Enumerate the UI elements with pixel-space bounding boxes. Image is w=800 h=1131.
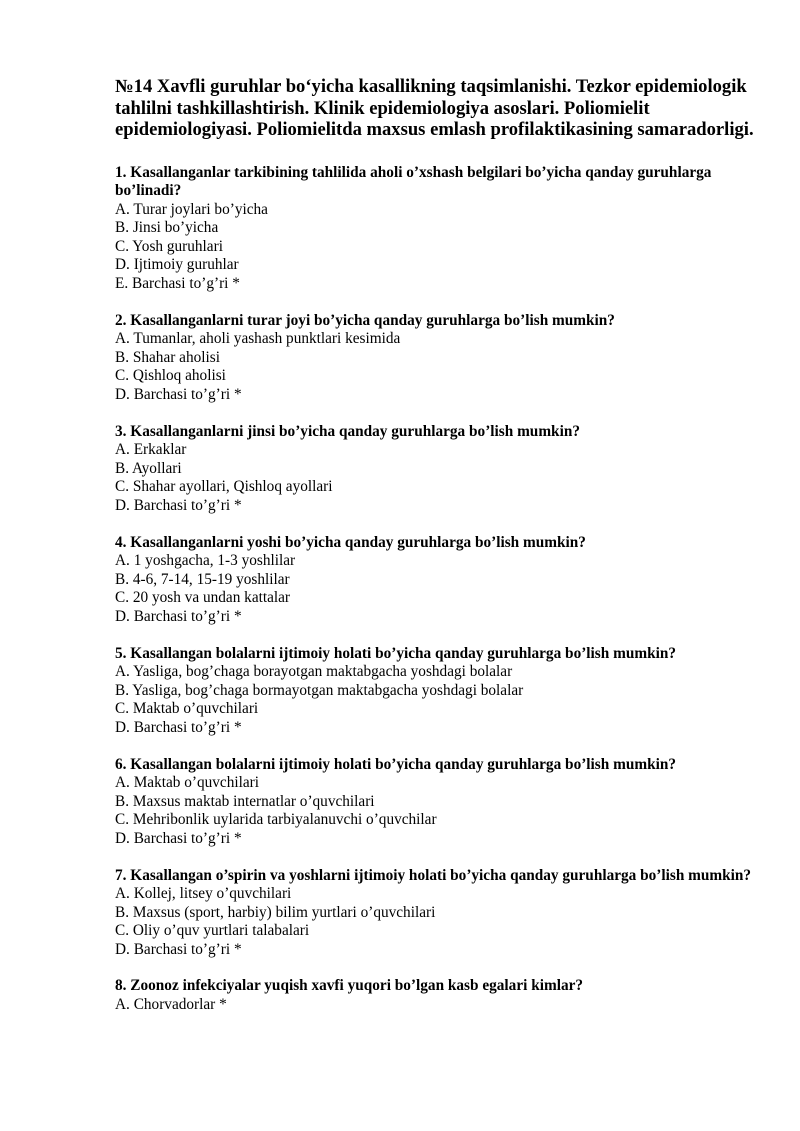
- document-page: [115, 76, 755, 1033]
- answer-option: B. Maxsus (sport, harbiy) bilim yurtlari o’quvchilari: [115, 903, 436, 921]
- answer-option: D. Barchasi to’g’ri *: [115, 718, 242, 736]
- answer-option: E. Barchasi to’g’ri *: [115, 275, 240, 293]
- answer-option: D. Barchasi to’g’ri *: [115, 386, 242, 404]
- answer-option: A. Yasliga, bog’chaga borayotgan maktabgacha yoshdagi bolalar: [115, 663, 513, 681]
- answer-option: A. Turar joylari bo’yicha: [115, 200, 268, 218]
- answer-option: B. 4-6, 7-14, 15-19 yoshlilar: [115, 570, 290, 588]
- answer-option: B. Jinsi bo’yicha: [115, 219, 219, 237]
- question-item: [115, 534, 755, 627]
- answer-option: B. Shahar aholisi: [115, 348, 220, 366]
- question-item: [115, 164, 755, 294]
- answer-option: A. Tumanlar, aholi yashash punktlari kesimida: [115, 330, 401, 348]
- answer-option: C. Shahar ayollari, Qishloq ayollari: [115, 478, 333, 496]
- answer-option: C. Yosh guruhlari: [115, 237, 223, 255]
- document-title: №14 Xavfli guruhlar bo‘yicha kasallikning taqsimlanishi. Tezkor epidemiologik tahlilni tashkillashtirish. Klinik epidemiologiya asoslari. Poliomielit epidemiologiyasi. Poliomielitda maxsus emlash profilaktikasining samaradorligi.: [115, 76, 754, 140]
- question-item: [115, 312, 755, 405]
- answer-option: B. Yasliga, bog’chaga bormayotgan maktabgacha yoshdagi bolalar: [115, 681, 524, 699]
- question-text: 8. Zoonoz infekciyalar yuqish xavfi yuqori bo’lgan kasb egalari kimlar?: [115, 977, 584, 995]
- answer-option: D. Barchasi to’g’ri *: [115, 829, 242, 847]
- answer-option: A. Kollej, litsey o’quvchilari: [115, 885, 292, 903]
- answer-option: C. Maktab o’quvchilari: [115, 700, 259, 718]
- question-item: [115, 756, 755, 849]
- answer-option: B. Maxsus maktab internatlar o’quvchilari: [115, 792, 375, 810]
- answer-option: A. Erkaklar: [115, 441, 187, 459]
- question-text: 2. Kasallanganlarni turar joyi bo’yicha qanday guruhlarga bo’lish mumkin?: [115, 311, 615, 329]
- question-list: [115, 164, 755, 1015]
- question-text: 7. Kasallangan o’spirin va yoshlarni ijtimoiy holati bo’yicha qanday guruhlarga bo’lish mumkin?: [115, 866, 752, 884]
- answer-option: C. Qishloq aholisi: [115, 367, 226, 385]
- answer-option: A. Maktab o’quvchilari: [115, 774, 260, 792]
- question-text: 6. Kasallangan bolalarni ijtimoiy holati bo’yicha qanday guruhlarga bo’lish mumkin?: [115, 755, 676, 773]
- question-item: [115, 423, 755, 516]
- answer-option: D. Barchasi to’g’ri *: [115, 497, 242, 514]
- answer-option: A. Chorvadorlar *: [115, 996, 227, 1014]
- question-text: 4. Kasallanganlarni yoshi bo’yicha qanday guruhlarga bo’lish mumkin?: [115, 533, 586, 551]
- question-text: 3. Kasallanganlarni jinsi bo’yicha qanday guruhlarga bo’lish mumkin?: [115, 422, 580, 440]
- question-item: [115, 867, 755, 960]
- question-text: 1. Kasallanganlar tarkibining tahlilida aholi o’xshash belgilari bo’yicha qanday guruhlarga bo’linadi?: [115, 163, 712, 200]
- answer-option: D. Barchasi to’g’ri *: [115, 940, 242, 958]
- answer-option: B. Ayollari: [115, 459, 182, 477]
- answer-option: A. 1 yoshgacha, 1-3 yoshlilar: [115, 552, 296, 570]
- answer-option: C. 20 yosh va undan kattalar: [115, 589, 291, 607]
- answer-option: D. Barchasi to’g’ri *: [115, 607, 242, 625]
- question-item: [115, 645, 755, 738]
- question-text: 5. Kasallangan bolalarni ijtimoiy holati bo’yicha qanday guruhlarga bo’lish mumkin?: [115, 644, 676, 662]
- answer-option: D. Ijtimoiy guruhlar: [115, 256, 239, 274]
- question-item: [115, 977, 755, 1014]
- answer-option: C. Oliy o’quv yurtlari talabalari: [115, 922, 310, 940]
- answer-option: C. Mehribonlik uylarida tarbiyalanuvchi o’quvchilar: [115, 811, 437, 829]
